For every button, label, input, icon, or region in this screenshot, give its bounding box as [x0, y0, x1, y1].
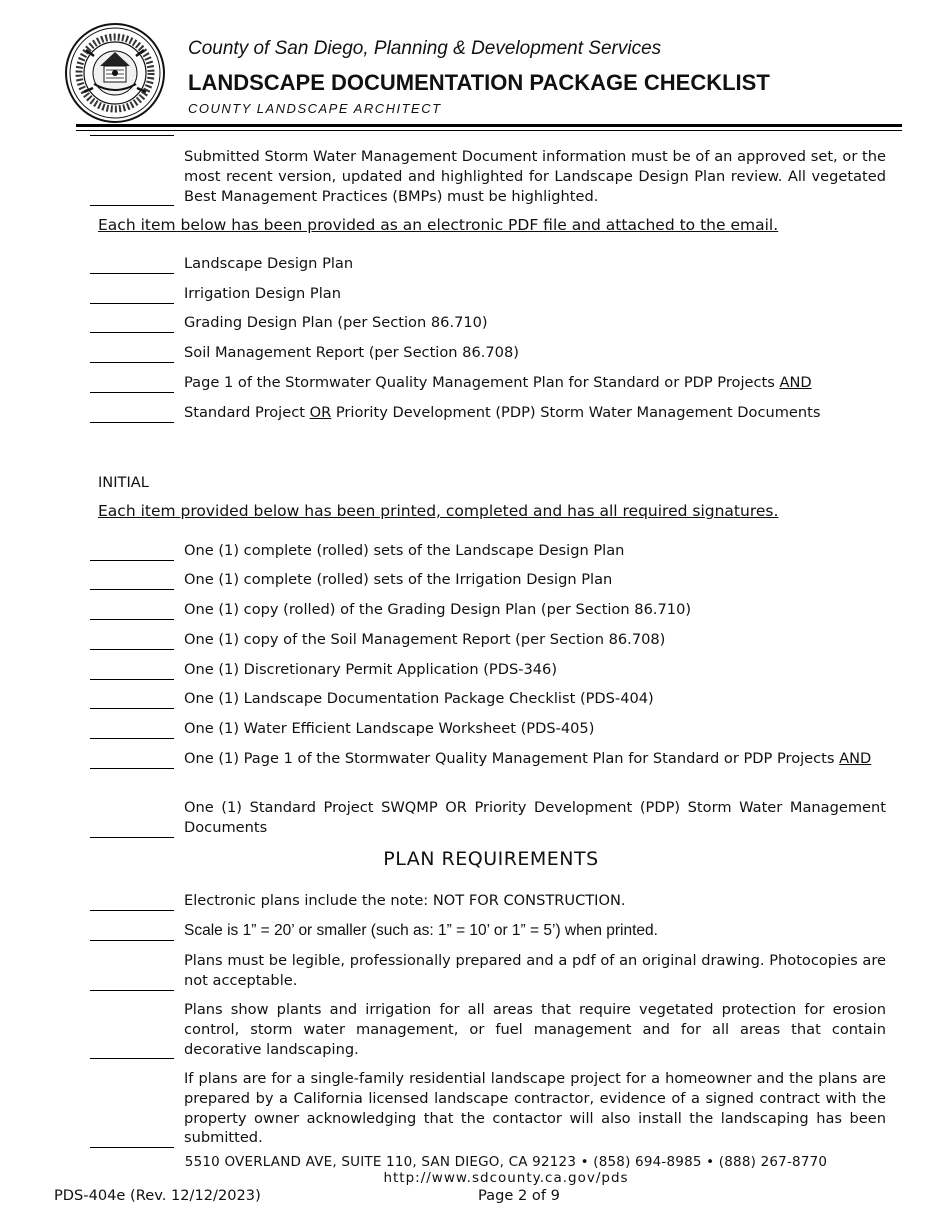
section-heading-electronic: Each item below has been provided as an electronic PDF file and attached to the email. — [98, 216, 779, 234]
item-text-part: Page 1 of the Stormwater Quality Management Plan for Standard or PDP Projects — [184, 374, 780, 391]
initial-line[interactable] — [90, 560, 174, 561]
checklist-item — [90, 891, 886, 911]
initial-line[interactable] — [90, 422, 174, 423]
item-text: Submitted Storm Water Management Document information must be of an approved set, or the most recent version, updated and highlighted for Landscape Design Plan review. All vegetated Best Management Practices (BMPs) must be highlighted. — [184, 148, 886, 205]
item-text: One (1) Standard Project SWQMP OR Priority Development (PDP) Storm Water Management Documents — [184, 799, 886, 836]
item-text — [184, 403, 886, 423]
checklist-item — [90, 749, 886, 769]
item-text-part: Standard Project — [184, 404, 310, 421]
item-text: Electronic plans include the note: NOT FOR CONSTRUCTION. — [184, 892, 626, 909]
initial-line[interactable] — [90, 273, 174, 274]
item-text: One (1) complete (rolled) sets of the Landscape Design Plan — [184, 542, 625, 559]
initial-line[interactable] — [90, 768, 174, 769]
checklist-item — [90, 951, 886, 991]
checklist-item — [90, 719, 886, 739]
item-text: One (1) Water Efficient Landscape Worksheet (PDS-405) — [184, 720, 595, 737]
checklist-item — [90, 313, 886, 333]
checklist-item — [90, 570, 886, 590]
item-text: Irrigation Design Plan — [184, 285, 341, 302]
initial-line[interactable] — [90, 589, 174, 590]
checklist-item — [90, 373, 886, 393]
checklist-item — [90, 284, 886, 304]
item-text: Grading Design Plan (per Section 86.710) — [184, 314, 488, 331]
initial-line[interactable] — [90, 837, 174, 838]
checklist-item — [90, 921, 886, 941]
initial-label: INITIAL — [98, 474, 149, 491]
item-text — [184, 373, 886, 393]
item-text: Landscape Design Plan — [184, 255, 354, 272]
checklist-item — [90, 630, 886, 650]
checklist-item — [90, 798, 886, 838]
document-title: LANDSCAPE DOCUMENTATION PACKAGE CHECKLIST — [188, 70, 770, 95]
initial-line[interactable] — [90, 940, 174, 941]
item-text: One (1) Discretionary Permit Application (PDS-346) — [184, 661, 558, 678]
item-text: Scale is 1” = 20’ or smaller (such as: 1” = 10’ or 1” = 5’) when printed. — [184, 922, 658, 939]
emphasis-or: OR — [309, 404, 332, 421]
checklist-item — [90, 403, 886, 423]
initial-line[interactable] — [90, 332, 174, 333]
initial-line[interactable] — [90, 738, 174, 739]
item-text — [184, 749, 886, 769]
initial-line[interactable] — [90, 303, 174, 304]
document-subtitle: COUNTY LANDSCAPE ARCHITECT — [188, 101, 442, 116]
item-text: Plans show plants and irrigation for all areas that require vegetated protection for erosion control, storm water management, or fuel management and for all areas that contain decorative landscaping. — [184, 1001, 886, 1058]
checklist-item — [90, 135, 886, 206]
checklist-item — [90, 343, 886, 363]
checklist-item — [90, 1069, 886, 1148]
initial-line[interactable] — [90, 1058, 174, 1059]
initial-line[interactable] — [90, 1147, 174, 1148]
item-text: If plans are for a single-family residential landscape project for a homeowner and the plans are prepared by a California licensed landscape contractor, evidence of a signed contract with the property owner acknowledging that the contactor will also install the landscaping has been submitted. — [184, 1070, 886, 1147]
initial-line[interactable] — [90, 649, 174, 650]
emphasis-and: AND — [839, 750, 872, 767]
item-text: Plans must be legible, professionally prepared and a pdf of an original drawing. Photocopies are not acceptable. — [184, 952, 886, 989]
header-rule — [76, 124, 902, 127]
item-text: Soil Management Report (per Section 86.708) — [184, 344, 519, 361]
item-text: One (1) Landscape Documentation Package Checklist (PDS-404) — [184, 690, 654, 707]
item-text: One (1) copy (rolled) of the Grading Design Plan (per Section 86.710) — [184, 601, 692, 618]
plan-requirements-heading: PLAN REQUIREMENTS — [383, 848, 599, 870]
footer-url[interactable]: http://www.sdcounty.ca.gov/pds — [383, 1170, 629, 1186]
item-text-part: Priority Development (PDP) Storm Water Management Documents — [331, 404, 821, 421]
checklist-item — [90, 541, 886, 561]
item-text: One (1) copy of the Soil Management Report (per Section 86.708) — [184, 631, 666, 648]
county-seal-logo — [64, 22, 166, 124]
checklist-item — [90, 600, 886, 620]
initial-line[interactable] — [90, 135, 174, 136]
initial-line[interactable] — [90, 362, 174, 363]
initial-line[interactable] — [90, 679, 174, 680]
checklist-item — [90, 254, 886, 274]
initial-line[interactable] — [90, 619, 174, 620]
footer-address: 5510 OVERLAND AVE, SUITE 110, SAN DIEGO, CA 92123 • (858) 694-8985 • (888) 267-8770 — [184, 1154, 828, 1170]
agency-name: County of San Diego, Planning & Development Services — [188, 38, 662, 59]
page-number: Page 2 of 9 — [478, 1187, 560, 1204]
initial-line[interactable] — [90, 392, 174, 393]
form-number: PDS-404e (Rev. 12/12/2023) — [54, 1187, 261, 1204]
emphasis-and: AND — [779, 374, 812, 391]
checklist-item — [90, 660, 886, 680]
checklist-item — [90, 1000, 886, 1059]
item-text-part: One (1) Page 1 of the Stormwater Quality Management Plan for Standard or PDP Projects — [184, 750, 840, 767]
initial-line[interactable] — [90, 205, 174, 206]
initial-line[interactable] — [90, 990, 174, 991]
checklist-item — [90, 689, 886, 709]
header-rule-thin — [76, 130, 902, 131]
initial-line[interactable] — [90, 708, 174, 709]
item-text: One (1) complete (rolled) sets of the Irrigation Design Plan — [184, 571, 613, 588]
section-heading-printed: Each item provided below has been printed, completed and has all required signatures. — [98, 502, 779, 520]
initial-line[interactable] — [90, 910, 174, 911]
